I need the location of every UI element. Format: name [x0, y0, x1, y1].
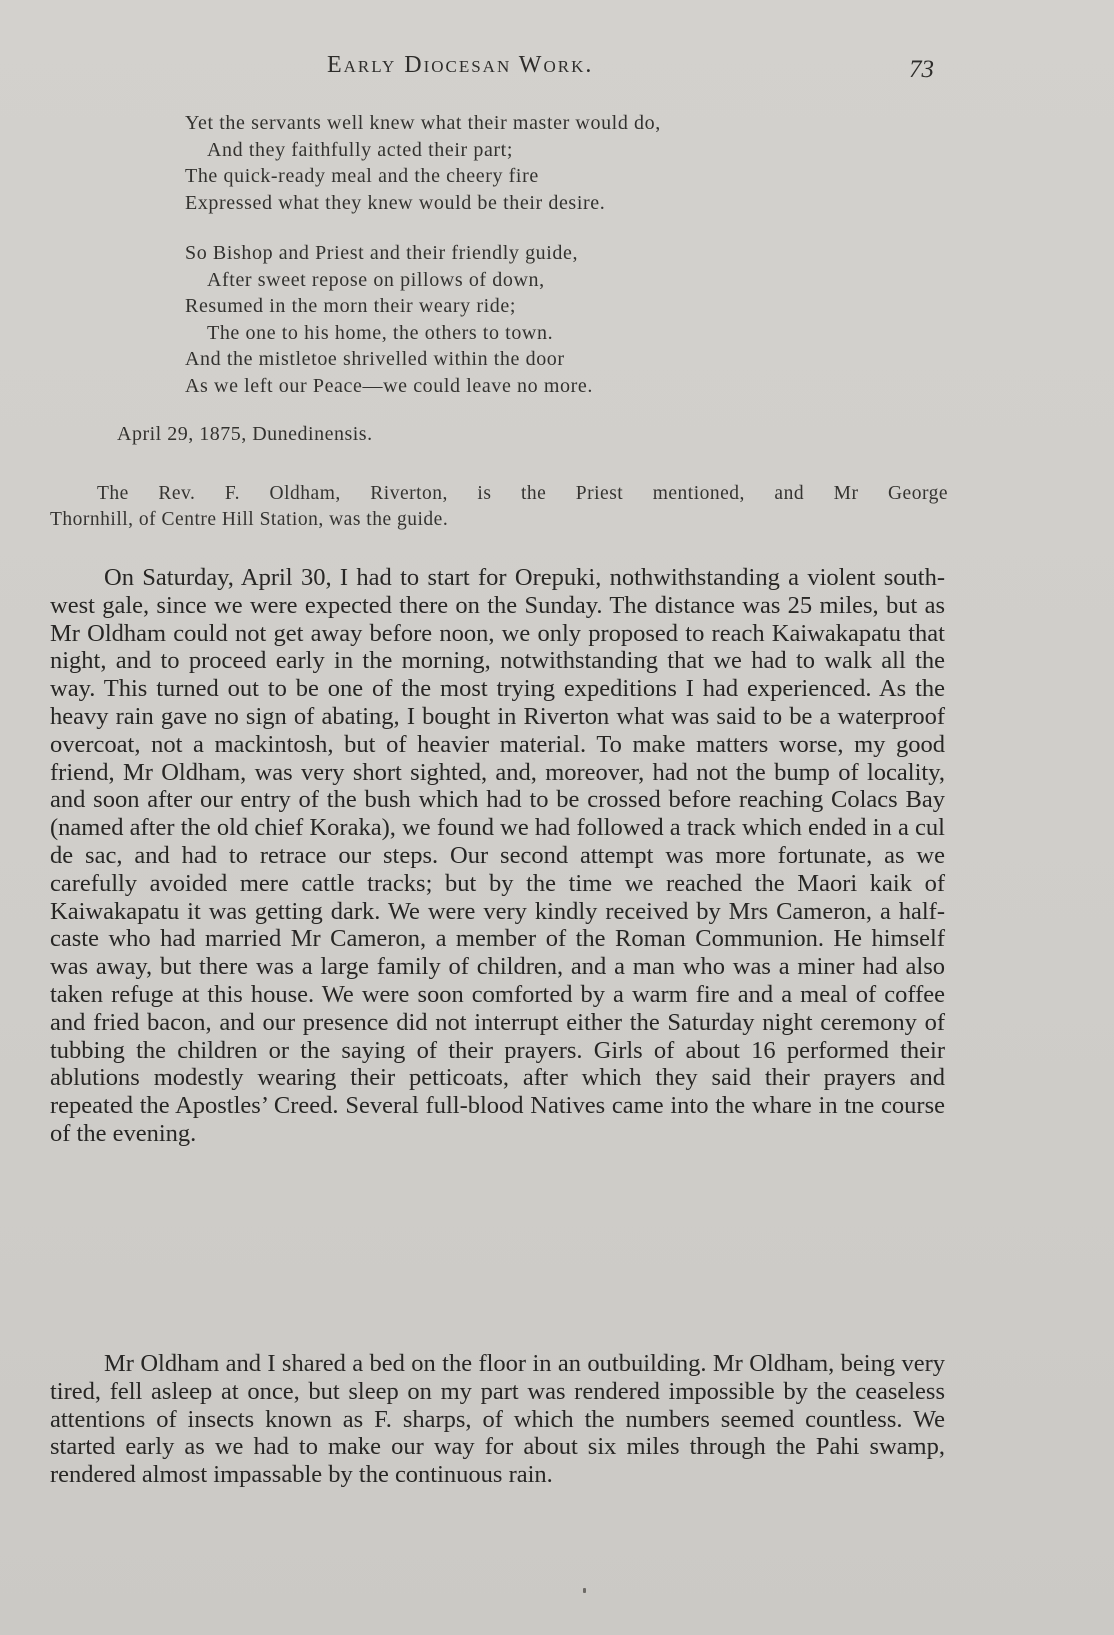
verse-line: Resumed in the morn their weary ride; [185, 295, 516, 317]
verse-line: And they faithfully acted their part; [207, 138, 513, 161]
editorial-note [50, 481, 948, 533]
paper-speck [583, 1588, 586, 1593]
verse-stanza-1 [185, 110, 745, 216]
verse-line: As we left our Peace—we could leave no more. [185, 374, 593, 397]
verse-line: Yet the servants well knew what their master would do, [185, 112, 661, 134]
note-first-line: The Rev. F. Oldham, Riverton, is the Priest mentioned, and Mr George [97, 483, 948, 504]
poem-dateline: April 29, 1875, Dunedinensis. [117, 423, 373, 445]
running-title: Early Diocesan Work. [327, 52, 594, 78]
verse-line: The one to his home, the others to town. [207, 321, 554, 344]
verse-line: So Bishop and Priest and their friendly guide, [185, 242, 579, 264]
verse-line: The quick-ready meal and the cheery fire [185, 165, 539, 187]
running-head [0, 52, 1114, 92]
verse-line: Expressed what they knew would be their desire. [185, 191, 606, 214]
note-continuation: Thornhill, of Centre Hill Station, was the guide. [50, 509, 449, 530]
verse-stanza-2 [185, 240, 745, 399]
verse-line: And the mistletoe shrivelled within the door [185, 348, 565, 370]
verse-line: After sweet repose on pillows of down, [207, 268, 545, 291]
body-paragraph-1: On Saturday, April 30, I had to start for Orepuki, nothwithstanding a violent south-west gale, since we were expected there on the Sunday. The distance was 25 miles, but as Mr Oldham could not get away before noon, we only proposed to reach Kaiwakapatu that night, and to proceed early in the morning, notwithstanding that we had to walk all the way. This turned out to be one of the most trying expeditions I had experienced. As the heavy rain gave no sign of abating, I bought in Riverton what was said to be a waterproof overcoat, not a mackintosh, but of heavier material. To make matters worse, my good friend, Mr Oldham, was very short sighted, and, moreover, had not the bump of locality, and soon after our entry of the bush which had to be crossed before reaching Colacs Bay (named after the old chief Koraka), we found we had followed a track which ended in a cul de sac, and had to retrace our steps. Our second attempt was more fortunate, as we carefully avoided mere cattle tracks; but by the time we reached the Maori kaik of Kaiwakapatu it was getting dark. We were very kindly received by Mrs Cameron, a half-caste who had married Mr Cameron, a member of the Roman Communion. He himself was away, but there was a large family of children, and a man who was a miner had also taken refuge at this house. We were soon comforted by a warm fire and a meal of coffee and fried bacon, and our presence did not interrupt either the Saturday night ceremony of tubbing the children or the saying of their prayers. Girls of about 16 performed their ablutions modestly wearing their petticoats, after which they said their prayers and repeated the Apostles’ Creed. Several full-blood Natives came into the whare in tne course of the evening. [50, 564, 945, 1147]
body-paragraph-2: Mr Oldham and I shared a bed on the floor in an outbuilding. Mr Oldham, being very tired, fell asleep at once, but sleep on my part was rendered impossible by the ceaseless attentions of insects known as F. sharps, of which the numbers seemed countless. We started early as we had to make our way for about six miles through the Pahi swamp, rendered almost impassable by the continuous rain. [50, 1350, 945, 1489]
page-number: 73 [909, 56, 934, 83]
